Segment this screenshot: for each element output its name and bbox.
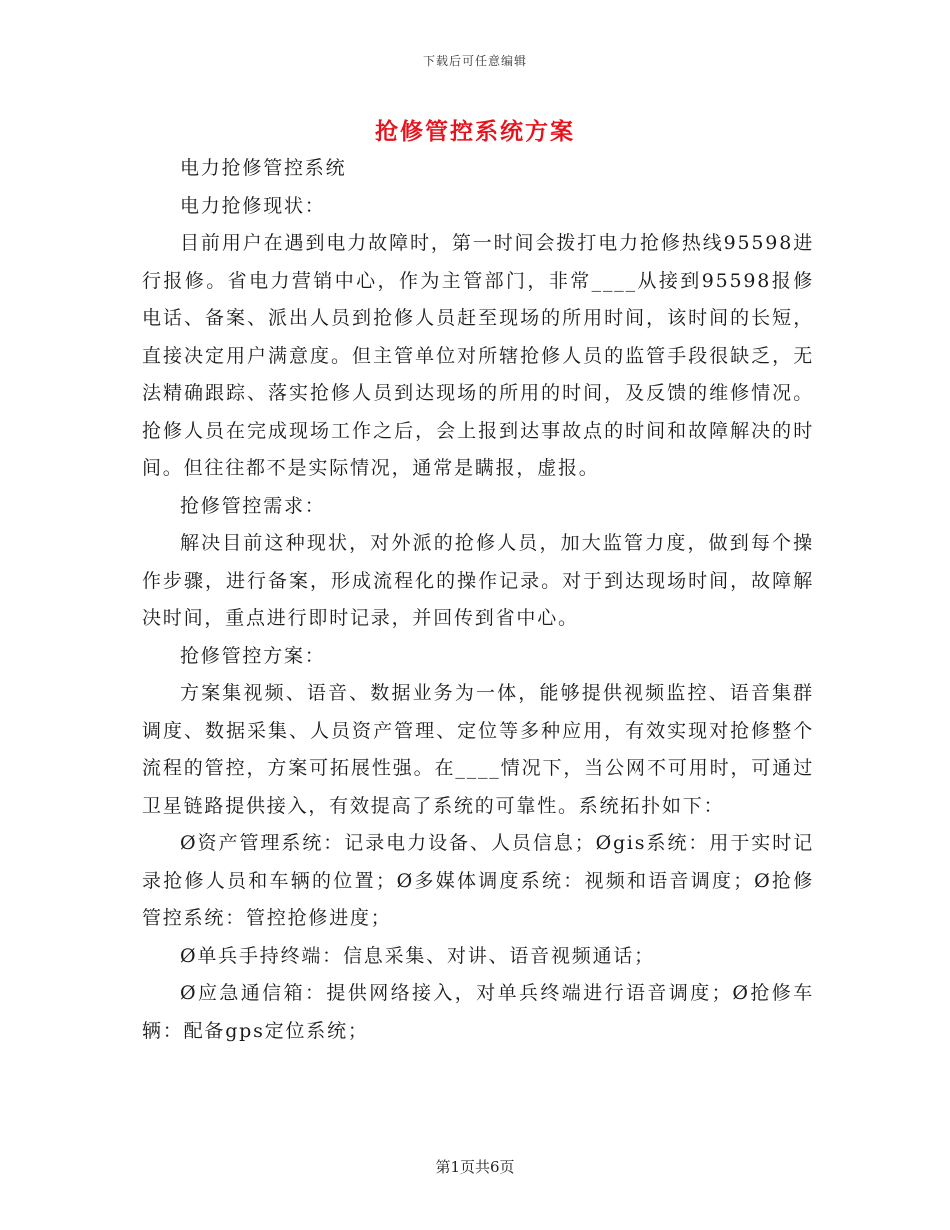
body-paragraph: 方案集视频、语音、数据业务为一体，能够提供视频监控、语音集群调度、数据采集、人员资产管理、定位等多种应用，有效实现对抢修整个流程的管控，方案可拓展性强。在____情况下，当公网不可用时，可通过卫星链路提供接入，有效提高了系统的可靠性。系统拓扑如下： [142,682,814,817]
bullet-paragraph: Ø应急通信箱：提供网络接入，对单兵终端进行语音调度；Ø抢修车辆：配备gps定位系统； [142,982,814,1042]
section-heading: 电力抢修现状： [180,194,326,217]
section-heading: 抢修管控需求： [180,494,326,517]
section-heading: 抢修管控方案： [180,644,326,667]
page-footer: 第1页共6页 [435,1158,515,1176]
bullet-paragraph: Ø资产管理系统：记录电力设备、人员信息；Øgis系统：用于实时记录抢修人员和车辆的位置；Ø多媒体调度系统：视频和语音调度；Ø抢修管控系统：管控抢修进度； [142,832,814,929]
document-body [142,150,814,1050]
bullet-paragraph: Ø单兵手持终端：信息采集、对讲、语音视频通话； [180,944,655,967]
section-heading: 电力抢修管控系统 [180,157,347,179]
header-note: 下载后可任意编辑 [422,54,527,68]
body-paragraph: 解决目前这种现状，对外派的抢修人员，加大监管力度，做到每个操作步骤，进行备案，形成流程化的操作记录。对于到达现场时间，故障解决时间，重点进行即时记录，并回传到省中心。 [142,532,814,629]
document-title: 抢修管控系统方案 [375,118,575,145]
body-paragraph: 目前用户在遇到电力故障时，第一时间会拨打电力抢修热线95598进行报修。省电力营销中心，作为主管部门，非常____从接到95598报修电话、备案、派出人员到抢修人员赶至现场的所用时间，该时间的长短，直接决定用户满意度。但主管单位对所辖抢修人员的监管手段很缺乏，无法精确跟踪、落实抢修人员到达现场的所用的时间，及反馈的维修情况。抢修人员在完成现场工作之后，会上报到达事故点的时间和故障解决的时间。但往往都不是实际情况，通常是瞒报，虚报。 [142,232,814,479]
